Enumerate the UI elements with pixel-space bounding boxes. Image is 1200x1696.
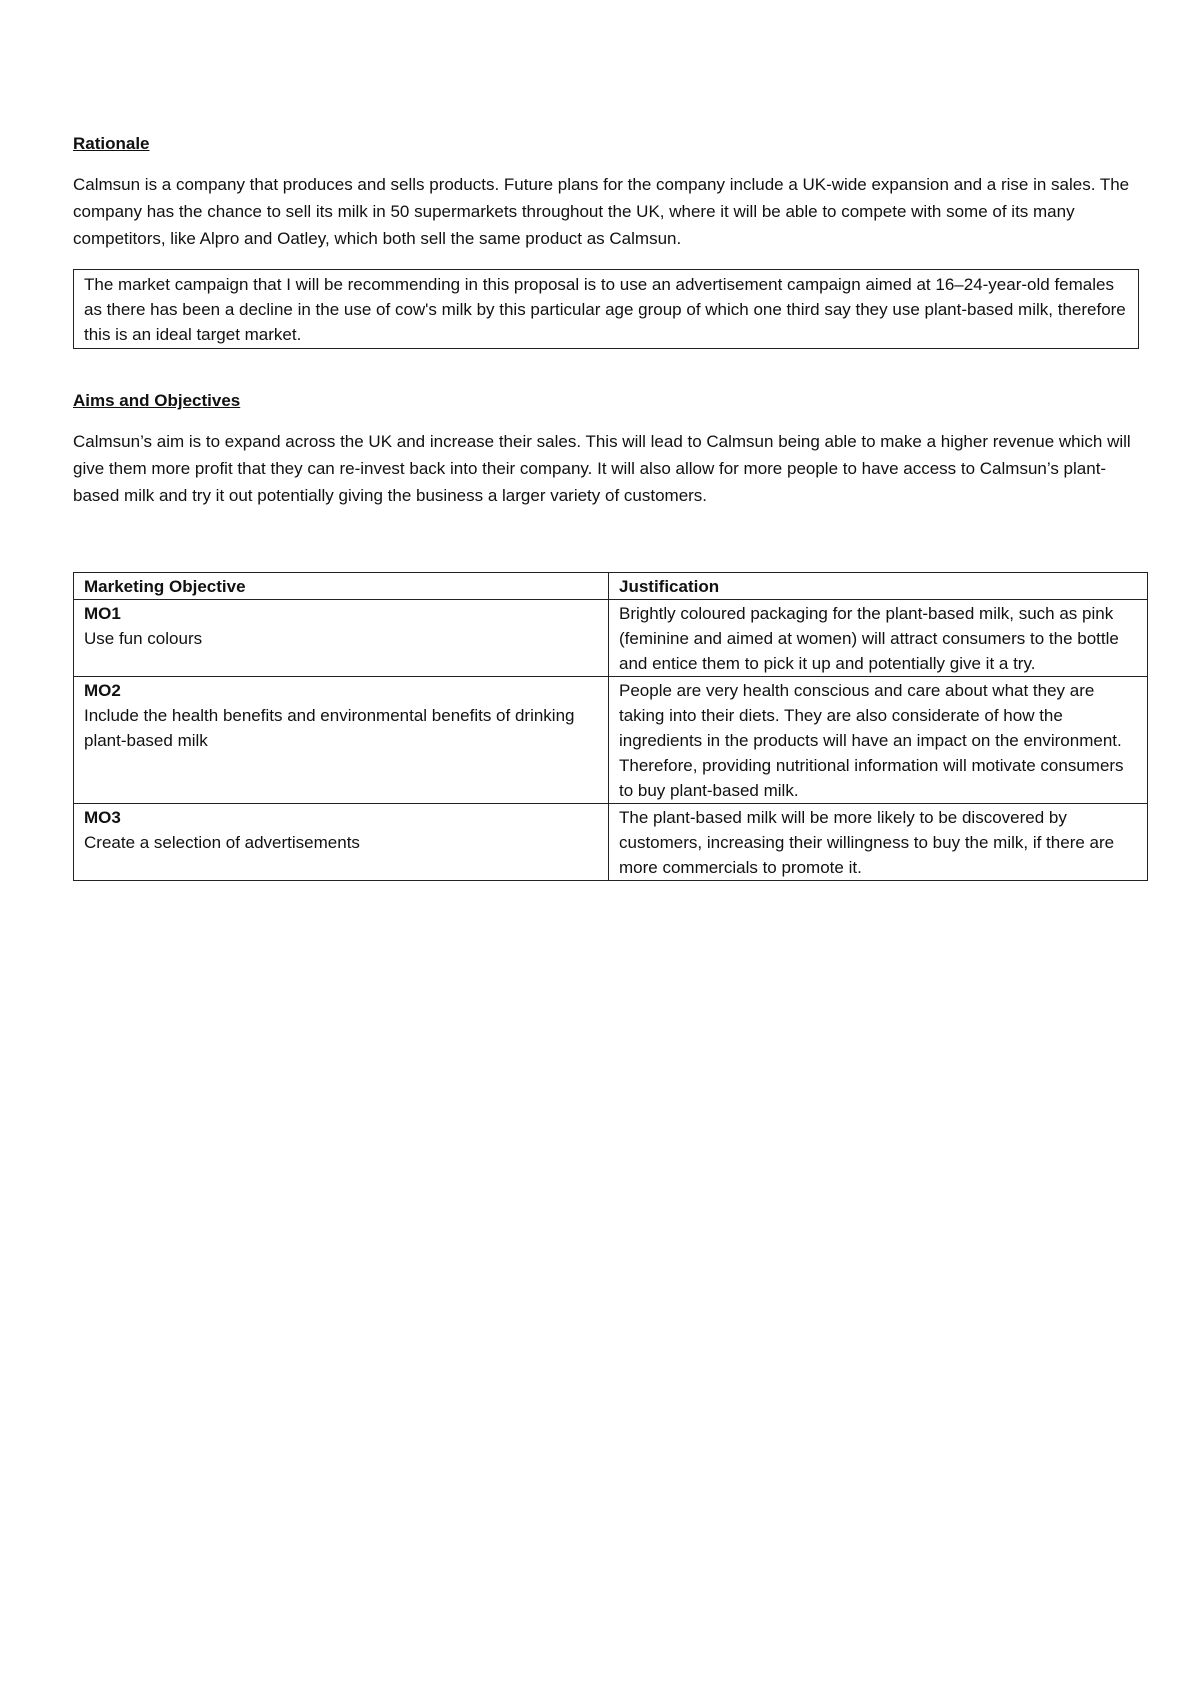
objective-text: Create a selection of advertisements: [84, 833, 360, 852]
table-row: [74, 677, 1148, 804]
table-row: [74, 804, 1148, 881]
aims-paragraph: Calmsun’s aim is to expand across the UK and increase their sales. This will lead to Calmsun being able to make a higher revenue which will give them more profit that they can re-invest back into their company. It will also allow for more people to have access to Calmsun’s plant-based milk and try it out potentially giving the business a larger variety of customers.: [73, 432, 1131, 505]
objective-cell: [74, 677, 609, 804]
objective-code: MO1: [84, 604, 121, 623]
aims-objectives-heading: Aims and Objectives: [73, 391, 241, 410]
rationale-paragraph: Calmsun is a company that produces and sells products. Future plans for the company include a UK-wide expansion and a rise in sales. The company has the chance to sell its milk in 50 supermarkets throughout the UK, where it will be able to compete with some of its many competitors, like Alpro and Oatley, which both sell the same product as Calmsun.: [73, 175, 1130, 248]
rationale-heading: Rationale: [73, 134, 150, 153]
objective-code: MO3: [84, 808, 121, 827]
justification-cell: Brightly coloured packaging for the plant-based milk, such as pink (feminine and aimed at women) will attract consumers to the bottle and entice them to pick it up and potentially give it a try.: [609, 600, 1148, 677]
table-row: [74, 600, 1148, 677]
campaign-recommendation-box: The market campaign that I will be recommending in this proposal is to use an advertisement campaign aimed at 16–24-year-old females as there has been a decline in the use of cow's milk by this particular age group of which one third say they use plant-based milk, therefore this is an ideal target market.: [73, 269, 1139, 349]
objective-text: Use fun colours: [84, 629, 203, 648]
header-marketing-objective: Marketing Objective: [74, 573, 609, 600]
objective-text: Include the health benefits and environmental benefits of drinking plant-based milk: [84, 706, 575, 750]
objective-cell: [74, 600, 609, 677]
table-header-row: [74, 573, 1148, 600]
marketing-objectives-table: [73, 572, 1148, 881]
header-justification: Justification: [609, 573, 1148, 600]
justification-cell: People are very health conscious and care about what they are taking into their diets. They are also considerate of how the ingredients in the products will have an impact on the environment. Therefore, providing nutritional information will motivate consumers to buy plant-based milk.: [609, 677, 1148, 804]
objective-code: MO2: [84, 681, 121, 700]
objective-cell: [74, 804, 609, 881]
justification-cell: The plant-based milk will be more likely to be discovered by customers, increasing their willingness to buy the milk, if there are more commercials to promote it.: [609, 804, 1148, 881]
